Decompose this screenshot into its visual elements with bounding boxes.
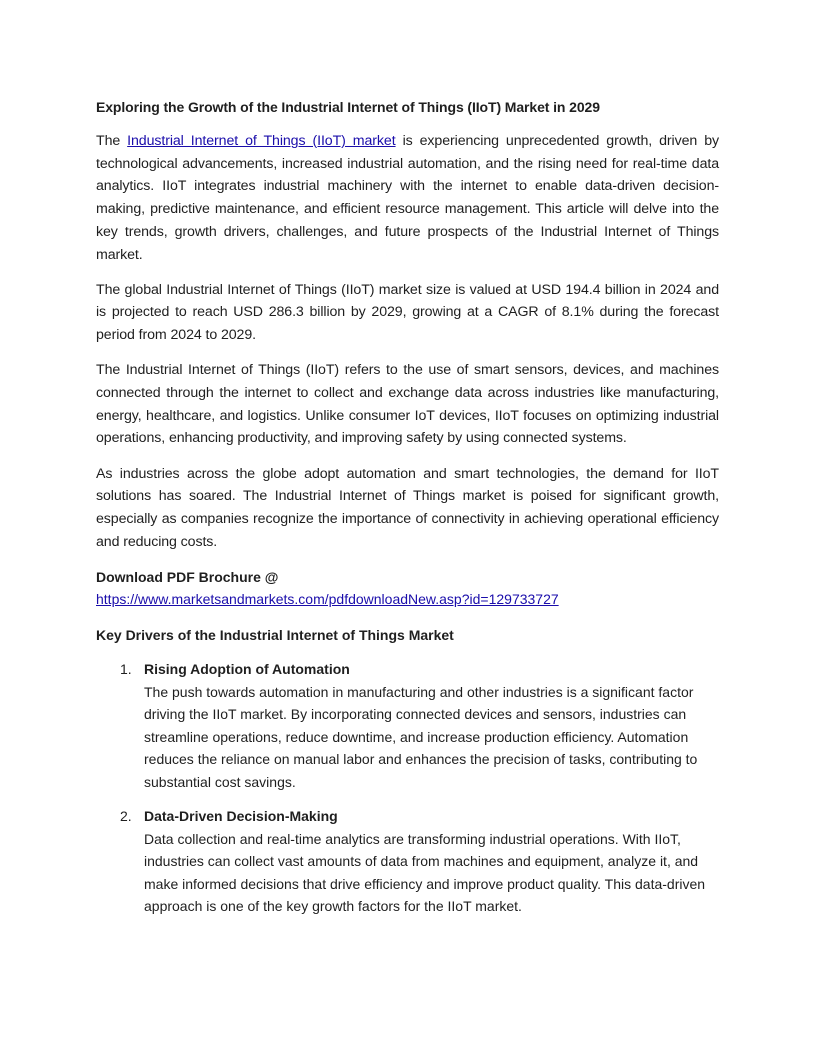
definition-paragraph: The Industrial Internet of Things (IIoT) refers to the use of smart sensors, devices, and machines connected through the internet to collect and exchange data across industries like manufacturing, energy, healthcare, and logistics. Unlike consumer IoT devices, IIoT focuses on optimizing industrial operations, enhancing productivity, and improving safety by using connected systems. [96,362,719,447]
list-item [96,805,719,918]
list-item-title: Rising Adoption of Automation [144,661,350,678]
list-item-text: The push towards automation in manufacturing and other industries is a significant factor driving the IIoT market. By incorporating connected devices and sensors, industries can streamline operations, reduce downtime, and increase production efficiency. Automation reduces the reliance on manual labor and enhances the precision of tasks, contributing to substantial cost savings. [144,683,698,790]
list-item-number: 1. [120,661,132,678]
document-page [96,97,719,930]
demand-paragraph: As industries across the globe adopt automation and smart technologies, the demand for IIoT solutions has soared. The Industrial Internet of Things market is poised for significant growth, especially as companies recognize the importance of connectivity in achieving operational efficiency and reducing costs. [96,465,719,550]
intro-suffix: is experiencing unprecedented growth, driven by technological advancements, increased industrial automation, and the rising need for real-time data analytics. IIoT integrates industrial machinery with the internet to enable data-driven decision-making, predictive maintenance, and efficient resource management. This article will delve into the key trends, growth drivers, challenges, and future prospects of the Industrial Internet of Things market. [96,133,719,263]
download-brochure-link[interactable]: https://www.marketsandmarkets.com/pdfdownloadNew.asp?id=129733727 [96,591,559,608]
iiot-market-link[interactable]: Industrial Internet of Things (IIoT) market [127,133,396,149]
list-item-number: 2. [120,808,132,825]
key-drivers-list [96,658,719,918]
intro-paragraph [96,130,719,266]
list-item-title: Data-Driven Decision-Making [144,808,338,825]
intro-prefix: The [96,133,128,149]
market-size-paragraph: The global Industrial Internet of Things (IIoT) market size is valued at USD 194.4 billion in 2024 and is projected to reach USD 286.3 billion by 2029, growing at a CAGR of 8.1% during the forecast period from 2024 to 2029. [96,281,719,344]
download-brochure-label: Download PDF Brochure @ [96,568,279,585]
list-item-text: Data collection and real-time analytics are transforming industrial operations. With IIoT, industries can collect vast amounts of data from machines and equipment, analyze it, and make informed decisions that drive efficiency and improve product quality. This data-driven approach is one of the key growth factors for the IIoT market. [144,830,706,915]
article-title: Exploring the Growth of the Industrial Internet of Things (IIoT) Market in 2029 [96,99,600,115]
list-item [96,658,719,793]
key-drivers-heading: Key Drivers of the Industrial Internet of Things Market [96,626,454,643]
